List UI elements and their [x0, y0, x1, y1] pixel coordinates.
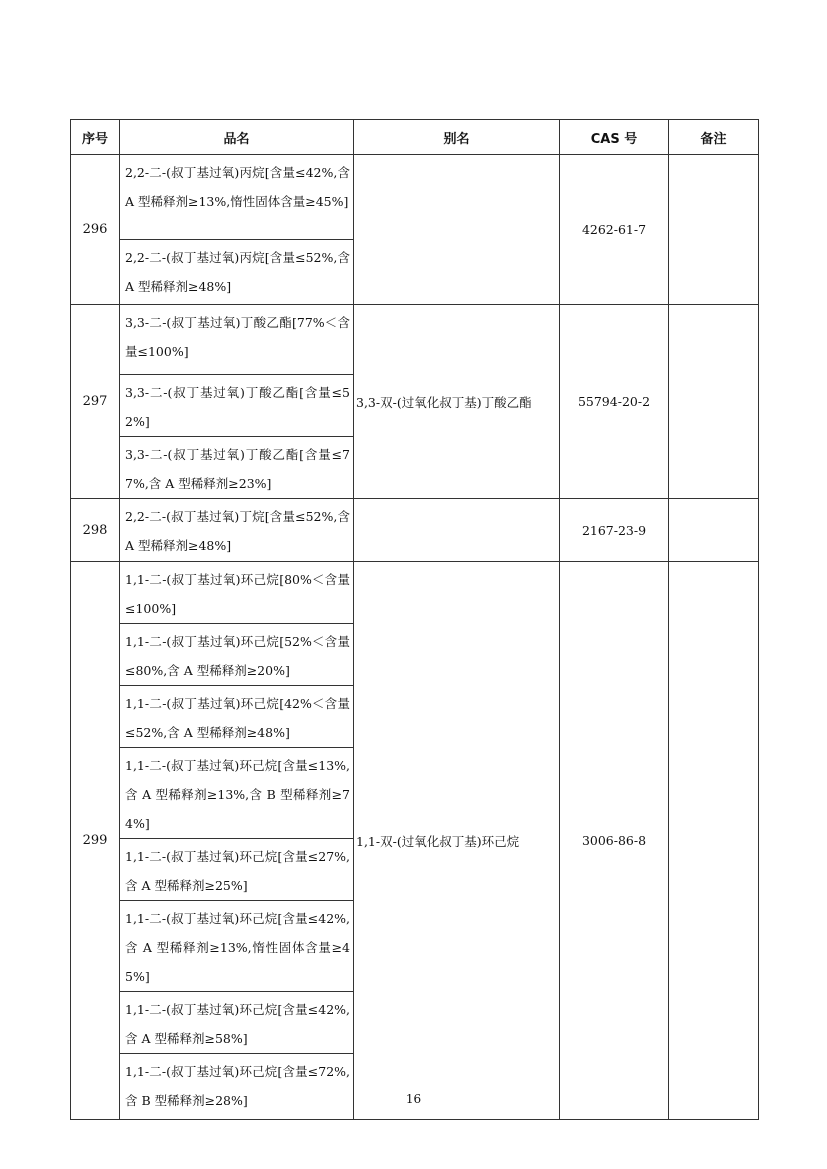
product-name: 1,1-二-(叔丁基过氧)环己烷[含量≤42%,含 A 型稀释剂≥58%]	[120, 992, 354, 1054]
row-note	[669, 305, 759, 499]
header-seq: 序号	[71, 120, 120, 155]
product-name: 3,3-二-(叔丁基过氧)丁酸乙酯[含量≤52%]	[120, 375, 354, 437]
row-seq: 299	[71, 562, 120, 1120]
row-seq: 296	[71, 155, 120, 305]
row-note	[669, 499, 759, 562]
product-name: 1,1-二-(叔丁基过氧)环己烷[52%＜含量≤80%,含 A 型稀释剂≥20%]	[120, 624, 354, 686]
product-name: 3,3-二-(叔丁基过氧)丁酸乙酯[77%＜含量≤100%]	[120, 305, 354, 375]
table-row	[71, 499, 759, 562]
product-name: 2,2-二-(叔丁基过氧)丙烷[含量≤42%,含 A 型稀释剂≥13%,惰性固体含量≥45%]	[120, 155, 354, 240]
product-name: 1,1-二-(叔丁基过氧)环己烷[含量≤27%,含 A 型稀释剂≥25%]	[120, 839, 354, 901]
page-number: 16	[405, 1092, 422, 1106]
row-seq: 298	[71, 499, 120, 562]
header-note: 备注	[669, 120, 759, 155]
row-cas: 55794-20-2	[560, 305, 669, 499]
row-cas: 3006-86-8	[560, 562, 669, 1120]
product-name: 1,1-二-(叔丁基过氧)环己烷[42%＜含量≤52%,含 A 型稀释剂≥48%]	[120, 686, 354, 748]
row-note	[669, 562, 759, 1120]
row-cas: 2167-23-9	[560, 499, 669, 562]
row-seq: 297	[71, 305, 120, 499]
table-row	[71, 562, 759, 624]
header-cas: CAS 号	[560, 120, 669, 155]
table-row	[71, 305, 759, 375]
row-alias	[354, 499, 560, 562]
row-alias	[354, 155, 560, 305]
table-row	[71, 155, 759, 240]
chemical-table	[70, 119, 759, 1120]
product-name: 1,1-二-(叔丁基过氧)环己烷[80%＜含量≤100%]	[120, 562, 354, 624]
header-alias: 别名	[354, 120, 560, 155]
product-name: 1,1-二-(叔丁基过氧)环己烷[含量≤42%,含 A 型稀释剂≥13%,惰性固体含量≥45%]	[120, 901, 354, 992]
product-name: 1,1-二-(叔丁基过氧)环己烷[含量≤72%,含 B 型稀释剂≥28%]	[120, 1054, 354, 1120]
product-name: 2,2-二-(叔丁基过氧)丙烷[含量≤52%,含 A 型稀释剂≥48%]	[120, 240, 354, 305]
product-name: 1,1-二-(叔丁基过氧)环己烷[含量≤13%,含 A 型稀释剂≥13%,含 B 型稀释剂≥74%]	[120, 748, 354, 839]
row-alias: 1,1-双-(过氧化叔丁基)环己烷	[354, 562, 560, 1120]
table-header-row	[71, 120, 759, 155]
row-note	[669, 155, 759, 305]
product-name: 2,2-二-(叔丁基过氧)丁烷[含量≤52%,含 A 型稀释剂≥48%]	[120, 499, 354, 562]
header-name: 品名	[120, 120, 354, 155]
row-alias: 3,3-双-(过氧化叔丁基)丁酸乙酯	[354, 305, 560, 499]
row-cas: 4262-61-7	[560, 155, 669, 305]
product-name: 3,3-二-(叔丁基过氧)丁酸乙酯[含量≤77%,含 A 型稀释剂≥23%]	[120, 437, 354, 499]
